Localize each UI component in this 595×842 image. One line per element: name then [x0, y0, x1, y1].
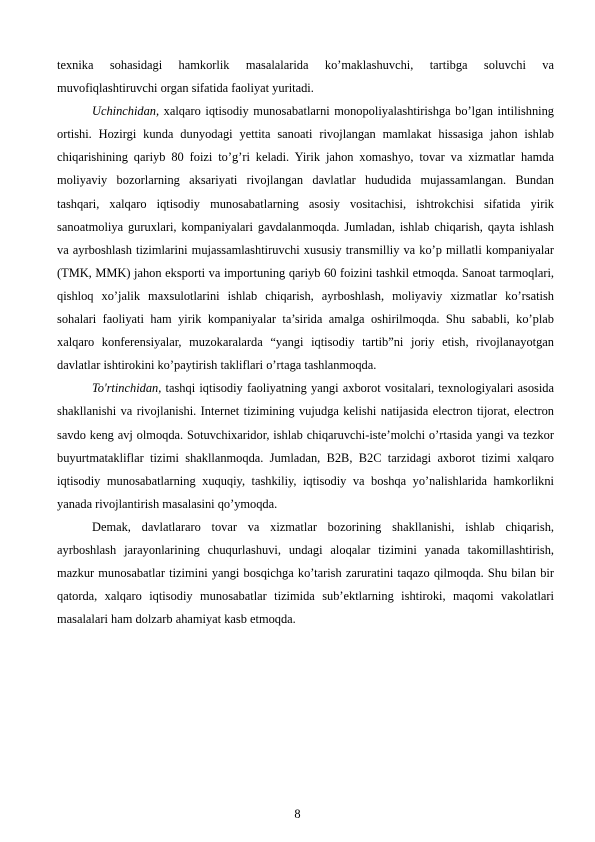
- paragraph-text: tashqi iqtisodiy faoliyatning yangi axborot vositalari, texnologiyalari asosida shakllanishi va rivojlanishi. Internet tizimining vujudga kelishi natijasida electron tijorat, electron savdo keng avj olmoqda. Sotuvchixaridor, ishlab chiqaruvchi-iste’molchi o’rtasida yangi va tezkor buyurtmatakliflar tizimi shakllanmoqda. Jumladan, B2B, B2C tarzidagi axborot tizimi xalqaro iqtisodiy munosabatlarning xuquqiy, tashkiliy, iqtisodiy va boshqa yo’nalishlarida hamkorlikni yanada rivojlantirish masalasini qo’ymoqda.: [57, 381, 554, 511]
- paragraph-tortinchidan: [57, 377, 554, 516]
- paragraph-lead-italic: To'rtinchidan,: [92, 381, 162, 396]
- page-number: 8: [294, 807, 301, 821]
- paragraph-text: Demak, davlatlararo tovar va xizmatlar bozorining shakllanishi, ishlab chiqarish, ayrboshlash jarayonlarining chuqurlashuvi, undagi aloqalar tizimini yanada takomillashtirish, mazkur munosabatlar tizimini yangi bosqichga ko’tarish zaruratini taqazo qilmoqda. Shu bilan bir qatorda, xalqaro iqtisodiy munosabatlar tizimida sub’ektlarning ishtiroki, maqomi vakolatlari masalalari ham dolzarb ahamiyat kasb etmoqda.: [57, 519, 554, 627]
- paragraph-uchinchidan: [57, 100, 554, 377]
- paragraph-lead-italic: Uchinchidan,: [92, 104, 160, 119]
- paragraph-continuation: [57, 54, 554, 100]
- paragraph-conclusion: [57, 516, 554, 631]
- document-body: [57, 54, 554, 631]
- paragraph-text: texnika sohasidagi hamkorlik masalalarida ko’maklashuvchi, tartibga soluvchi va muvofiqlashtiruvchi organ sifatida faoliyat yuritadi.: [57, 58, 554, 96]
- paragraph-text: xalqaro iqtisodiy munosabatlarni monopoliyalashtirishga bo’lgan intilishning ortishi. Hozirgi kunda dunyodagi yettita sanoati rivojlangan mamlakat hissasiga jahon ishlab chiqarishining qariyb 80 foizi to’g’ri keladi. Yirik jahon xomashyo, tovar va xizmatlar hamda moliyaviy bozorlarning aksariyati rivojlangan davlatlar hududida mujassamlangan. Bundan tashqari, xalqaro iqtisodiy munosabatlarning asosiy vositachisi, ishtrokchisi sifatida yirik sanoatmoliya guruxlari, kompaniyalari gavdalanmoqda. Jumladan, ishlab chiqarish, qayta ishlash va ayrboshlash tizimlarini mujassamlashtiruvchi xususiy transmilliy va ko’p millatli kompaniyalar (TMK, MMK) jahon eksporti va importuning qariyb 60 foizini tashkil etmoqda. Sanoat tarmoqlari, qishloq xo’jalik maxsulotlarini ishlab chiqarish, ayrboshlash, moliyaviy xizmatlar ko’rsatish sohalari faoliyati ham yirik kompaniyalar ta’sirida amalga oshirilmoqda. Shu sababli, ko’plab xalqaro konferensiyalar, muzokaralarda “yangi iqtisodiy tartib”ni joriy etish, rivojlanayotgan davlatlar ishtirokini ko’paytirish takliflari o’rtaga tashlanmoqda.: [57, 104, 554, 373]
